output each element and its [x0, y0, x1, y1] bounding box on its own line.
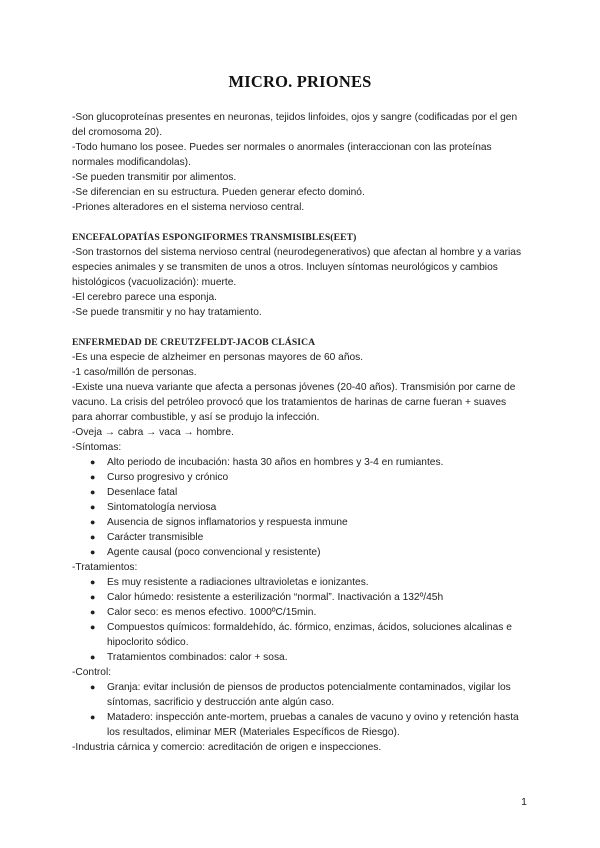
list-item: ● Carácter transmisible [90, 532, 204, 543]
list-item: ● Alto periodo de incubación: hasta 30 años en hombres y 3-4 en rumiantes. [90, 457, 444, 468]
bullet-icon: ● [90, 517, 96, 527]
intro-line: -Priones alteradores en el sistema nervioso central. [72, 202, 305, 213]
intro-line: -Son glucoproteínas presentes en neuronas, tejidos linfoides, ojos y sangre (codificadas por el gen del cromosoma 20). [72, 112, 518, 138]
list-item: ● Curso progresivo y crónico [90, 472, 229, 483]
intro-line: -Se pueden transmitir por alimentos. [72, 172, 237, 183]
list-item: ● Granja: evitar inclusión de piensos de productos potencialmente contaminados, vigilar los síntomas, sacrificio y destrucción ante algún caso. [90, 682, 511, 708]
sintomas-label: -Síntomas: [72, 442, 122, 453]
ecj-line: -Oveja → cabra → vaca → hombre. [72, 427, 234, 438]
bullet-icon: ● [90, 622, 96, 632]
list-item: ● Calor seco: es menos efectivo. 1000ºC/15min. [90, 607, 317, 618]
list-item: ● Ausencia de signos inflamatorios y respuesta inmune [90, 517, 348, 528]
tratamientos-label: -Tratamientos: [72, 562, 138, 573]
list-item: ● Matadero: inspección ante-mortem, pruebas a canales de vacuno y ovino y retención hasta los resultados, eliminar MER (Materiales Específicos de Riesgo). [90, 712, 519, 738]
bullet-icon: ● [90, 682, 96, 692]
list-item: ● Compuestos químicos: formaldehído, ác. fórmico, enzimas, ácidos, soluciones alcalinas e hipoclorito sódico. [90, 622, 512, 648]
list-item: ● Desenlace fatal [90, 487, 178, 498]
eet-heading: ENCEFALOPATÍAS ESPONGIFORMES TRANSMISIBLES(EET) [72, 232, 357, 243]
bullet-icon: ● [90, 532, 96, 542]
intro-line: -Se diferencian en su estructura. Pueden generar efecto dominó. [72, 187, 365, 198]
eet-line: -Se puede transmitir y no hay tratamiento. [72, 307, 262, 318]
page-number: 1 [521, 796, 527, 808]
tratamientos-list [72, 575, 528, 665]
ecj-heading: ENFERMEDAD DE CREUTZFELDT-JACOB CLÁSICA [72, 337, 316, 348]
list-item: ● Sintomatología nerviosa [90, 502, 217, 513]
ecj-section [72, 335, 528, 755]
bullet-icon: ● [90, 652, 96, 662]
ecj-line: -Es una especie de alzheimer en personas mayores de 60 años. [72, 352, 364, 363]
sintomas-list [72, 455, 528, 560]
intro-section [72, 110, 528, 215]
bullet-icon: ● [90, 457, 96, 467]
bullet-icon: ● [90, 487, 96, 497]
eet-line: -Son trastornos del sistema nervioso central (neurodegenerativos) que afectan al hombre y a varias especies animales y se transmiten de unos a otros. Incluyen síntomas neurológicos y cambios histológicos (vacuolización): muerte. [72, 247, 522, 288]
industria-line: -Industria cárnica y comercio: acreditación de origen e inspecciones. [72, 742, 382, 753]
bullet-icon: ● [90, 502, 96, 512]
eet-section [72, 230, 528, 320]
ecj-line: -1 caso/millón de personas. [72, 367, 197, 378]
bullet-icon: ● [90, 712, 96, 722]
document-page [72, 72, 528, 755]
list-item: ● Agente causal (poco convencional y resistente) [90, 547, 321, 558]
list-item: ● Calor húmedo: resistente a esterilización “normal”. Inactivación a 132º/45h [90, 592, 444, 603]
intro-line: -Todo humano los posee. Puedes ser normales o anormales (interaccionan con las proteínas normales modificandolas). [72, 142, 492, 168]
eet-line: -El cerebro parece una esponja. [72, 292, 217, 303]
bullet-icon: ● [90, 577, 96, 587]
bullet-icon: ● [90, 547, 96, 557]
bullet-icon: ● [90, 607, 96, 617]
control-list [72, 680, 528, 740]
list-item: ● Es muy resistente a radiaciones ultravioletas e ionizantes. [90, 577, 369, 588]
control-label: -Control: [72, 667, 112, 678]
list-item: ● Tratamientos combinados: calor + sosa. [90, 652, 288, 663]
bullet-icon: ● [90, 472, 96, 482]
bullet-icon: ● [90, 592, 96, 602]
ecj-line: -Existe una nueva variante que afecta a personas jóvenes (20-40 años). Transmisión por carne de vacuno. La crisis del petróleo provocó que los tratamientos de harinas de carne fueran + suaves para ahorrar combustible, y así se produjo la infección. [72, 382, 516, 423]
page-title: MICRO. PRIONES [228, 72, 372, 91]
